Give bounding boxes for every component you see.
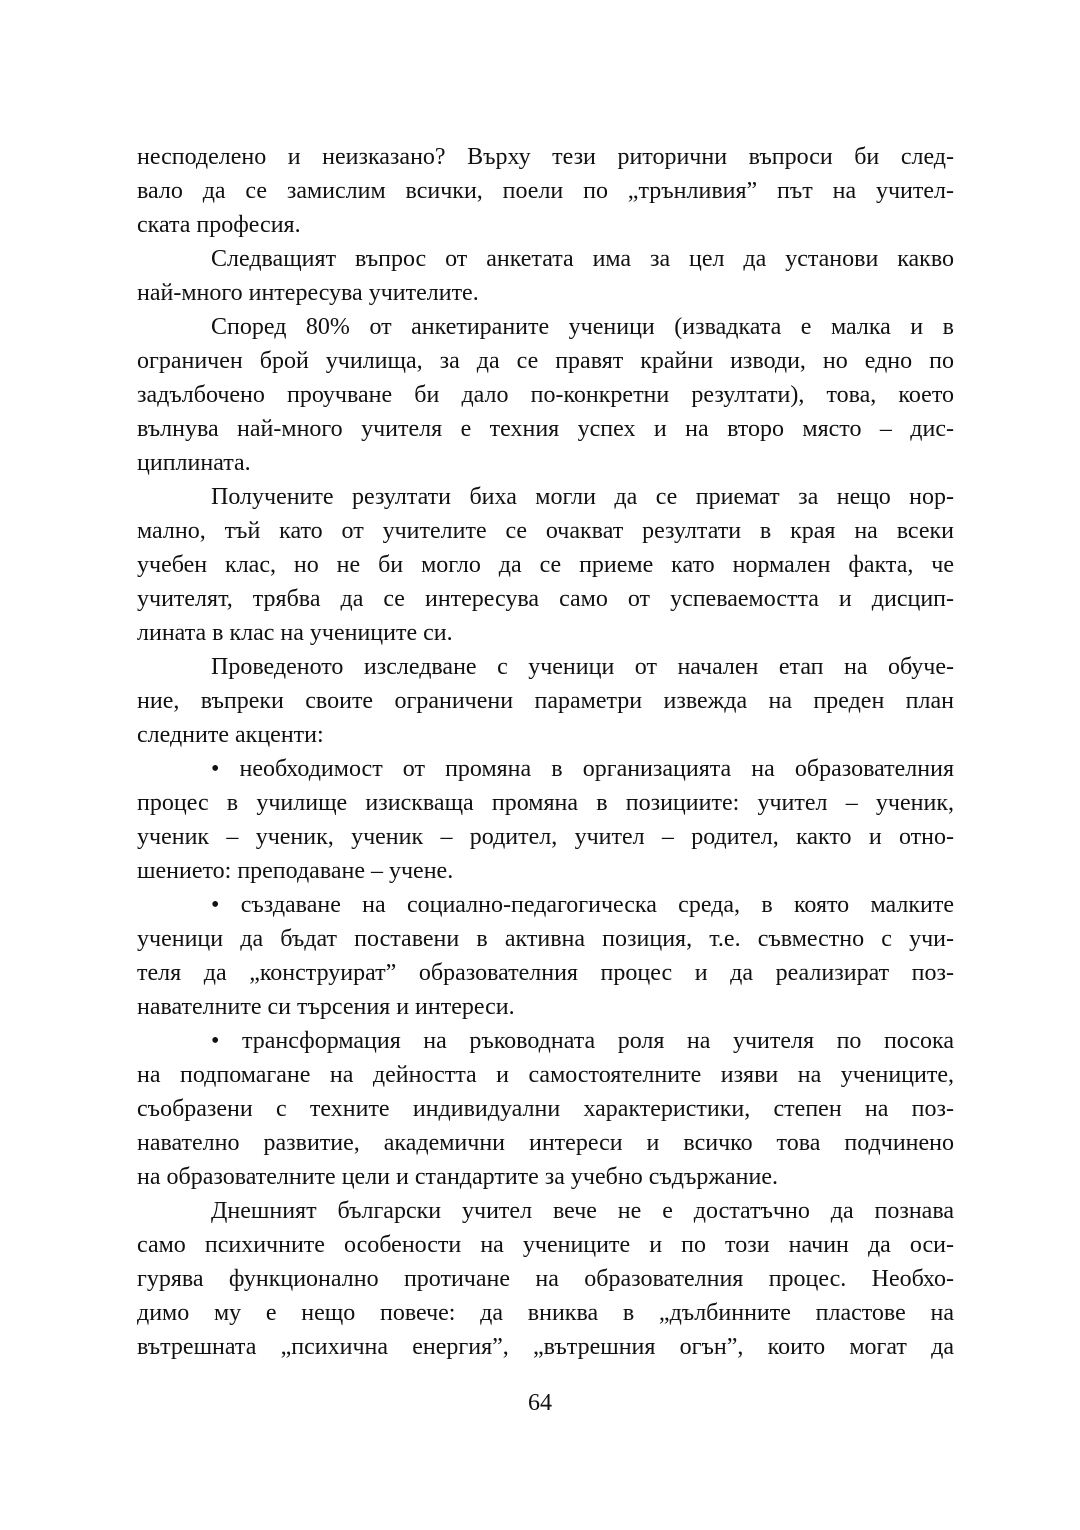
- text-line: навателните си търсения и интереси.: [137, 994, 515, 1020]
- paragraph: [137, 1024, 954, 1194]
- paragraph: [137, 1194, 954, 1364]
- text-line: несподелено и неизказано? Върху тези риторични въпроси би след-: [137, 144, 954, 170]
- text-line: мално, тъй като от учителите се очакват резултати в края на всеки: [137, 518, 954, 544]
- text-line: ученици да бъдат поставени в активна позиция, т.е. съвместно с учи-: [137, 926, 954, 952]
- text-line: съобразени с техните индивидуални характеристики, степен на поз-: [137, 1096, 954, 1122]
- body-text: [137, 140, 954, 1364]
- text-line: най-много интересува учителите.: [137, 280, 479, 306]
- text-line: ученик – ученик, ученик – родител, учител – родител, както и отно-: [137, 824, 954, 850]
- text-line: • трансформация на ръководната роля на учителя по посока: [211, 1028, 954, 1054]
- paragraph: [137, 140, 954, 242]
- text-line: Проведеното изследване с ученици от начален етап на обуче-: [211, 654, 954, 680]
- text-line: • необходимост от промяна в организацията на образователния: [211, 756, 954, 782]
- paragraph: [137, 650, 954, 752]
- text-line: вълнува най-много учителя е техния успех и на второ място – дис-: [137, 416, 954, 442]
- text-line: гурява функционално протичане на образователния процес. Необхо-: [137, 1266, 954, 1292]
- text-line: димо му е нещо повече: да вниква в „дълбинните пластове на: [137, 1300, 954, 1326]
- text-line: ние, въпреки своите ограничени параметри извежда на преден план: [137, 688, 954, 714]
- text-line: процес в училище изискваща промяна в позициите: учител – ученик,: [137, 790, 954, 816]
- text-line: учителят, трябва да се интересува само от успеваемостта и дисцип-: [137, 586, 954, 612]
- text-line: Според 80% от анкетираните ученици (извадката е малка и в: [211, 314, 954, 340]
- text-line: само психичните особености на учениците и по този начин да оси-: [137, 1232, 954, 1258]
- text-line: шението: преподаване – учене.: [137, 858, 454, 884]
- text-line: на подпомагане на дейността и самостоятелните изяви на учениците,: [137, 1062, 954, 1088]
- text-line: лината в клас на учениците си.: [137, 620, 453, 646]
- text-line: задълбочено проучване би дало по-конкретни резултати), това, което: [137, 382, 954, 408]
- text-line: Получените резултати биха могли да се приемат за нещо нор-: [211, 484, 954, 510]
- text-line: следните акценти:: [137, 722, 324, 748]
- text-line: Днешният български учител вече не е достатъчно да познава: [211, 1198, 954, 1224]
- text-line: ската професия.: [137, 212, 301, 238]
- text-line: ограничен брой училища, за да се правят крайни изводи, но едно по: [137, 348, 954, 374]
- paragraph: [137, 752, 954, 888]
- page-number: 64: [528, 1390, 552, 1416]
- paragraph: [137, 242, 954, 310]
- text-line: • създаване на социално-педагогическа среда, в която малките: [211, 892, 954, 918]
- text-line: вътрешната „психична енергия”, „вътрешния огън”, които могат да: [137, 1334, 954, 1360]
- text-line: на образователните цели и стандартите за учебно съдържание.: [137, 1164, 778, 1190]
- paragraph: [137, 310, 954, 480]
- paragraph: [137, 888, 954, 1024]
- text-line: циплината.: [137, 450, 251, 476]
- text-line: теля да „конструират” образователния процес и да реализират поз-: [137, 960, 954, 986]
- text-line: вало да се замислим всички, поели по „трънливия” път на учител-: [137, 178, 954, 204]
- text-line: Следващият въпрос от анкетата има за цел да установи какво: [211, 246, 954, 272]
- paragraph: [137, 480, 954, 650]
- text-line: учебен клас, но не би могло да се приеме като нормален факта, че: [137, 552, 954, 578]
- text-line: навателно развитие, академични интереси и всичко това подчинено: [137, 1130, 954, 1156]
